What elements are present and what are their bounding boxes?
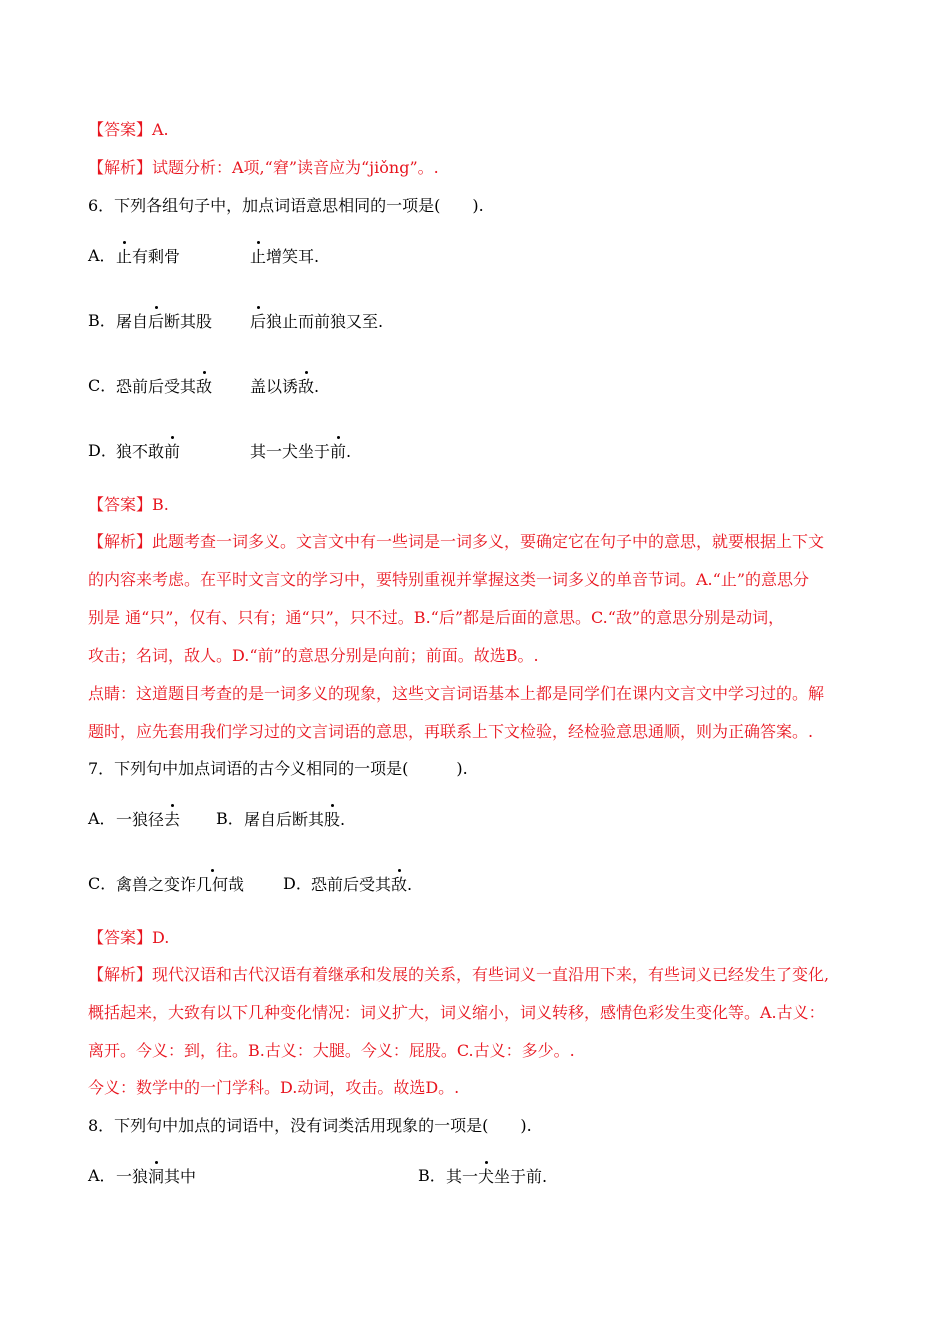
emphasis-dot-word: 止	[250, 247, 267, 266]
emphasis-dot-word: 敌	[196, 377, 213, 396]
q7-analysis-line-1: 【解析】现代汉语和古代汉语有着继承和发展的关系，有些词义一直沿用下来，有些词义已经发生了变化,	[88, 965, 830, 984]
option-label: C．	[88, 874, 117, 893]
option-label: A．	[88, 1166, 116, 1185]
option-label: D．	[283, 874, 312, 893]
option-label: A．	[88, 809, 116, 828]
option-right-text: 止增笑耳.	[250, 247, 320, 266]
q6-note-line-1: 点睛：这道题目考查的是一词多义的现象，这些文言词语基本上都是同学们在课内文言文中学习过的。解	[88, 684, 825, 703]
option-left-text: 恐前后受其敌	[116, 377, 213, 396]
emphasis-dot-word: 几何	[196, 875, 229, 894]
option-text: 其一犬坐于前.	[446, 1167, 548, 1186]
option-label: B．	[216, 809, 244, 828]
option-label: B．	[418, 1166, 446, 1185]
emphasis-dot-word: 洞	[148, 1167, 165, 1186]
option-label: A．	[88, 246, 116, 265]
emphasis-dot-word: 敌	[298, 377, 315, 396]
emphasis-dot-word: 股	[324, 810, 341, 829]
q6-note-line-2: 题时，应先套用我们学习过的文言词语的意思，再联系上下文检验，经检验意思通顺，则为正确答案。.	[88, 722, 814, 741]
option-label: B．	[88, 311, 116, 330]
q7-analysis-line-4: 今义：数学中的一门学科。D.动词，攻击。故选D。.	[88, 1078, 460, 1097]
option-text: 屠自后断其股.	[244, 810, 346, 829]
option-text: 一狼洞其中	[116, 1167, 197, 1186]
option-right-text: 后狼止而前狼又至.	[250, 312, 384, 331]
q7-analysis-line-2: 概括起来，大致有以下几种变化情况：词义扩大，词义缩小，词义转移，感情色彩发生变化等。A.古义：	[88, 1003, 825, 1022]
option-text: 禽兽之变诈几何哉	[116, 875, 245, 894]
q5-analysis: 【解析】试题分析：A项,“窘”读音应为“jiǒng”。.	[88, 158, 439, 177]
emphasis-dot-word: 后	[148, 312, 165, 331]
emphasis-dot-word: 去	[164, 810, 181, 829]
q6-analysis-line-4: 攻击；名词，敌人。D.“前”的意思分别是向前；前面。故选B。.	[88, 646, 539, 665]
option-right-text: 其一犬坐于前.	[250, 442, 352, 461]
option-left-text: 狼不敢前	[116, 442, 181, 461]
q7-question: 7．下列句中加点词语的古今义相同的一项是( ).	[88, 759, 468, 778]
option-text: 一狼径去	[116, 810, 181, 829]
q6-analysis-line-1: 【解析】此题考查一词多义。文言文中有一些词是一词多义，要确定它在句子中的意思，就要根据上下文	[88, 532, 825, 551]
emphasis-dot-word: 前	[164, 442, 181, 461]
option-text: 恐前后受其敌.	[311, 875, 413, 894]
q7-answer: 【答案】D.	[88, 928, 170, 947]
q5-answer: 【答案】A.	[88, 120, 169, 139]
q8-question: 8．下列句中加点的词语中，没有词类活用现象的一项是( ).	[88, 1116, 532, 1135]
q6-analysis-line-3: 别是 通“只”，仅有、只有；通“只”，只不过。B.“后”都是后面的意思。C.“敌”的意思分别是动词，	[88, 608, 785, 627]
emphasis-dot-word: 止	[116, 247, 133, 266]
option-label: D．	[88, 441, 117, 460]
option-right-text: 盖以诱敌.	[250, 377, 320, 396]
q7-analysis-line-3: 离开。今义：到，往。B.古义：大腿。今义：屁股。C.古义：多少。.	[88, 1041, 575, 1060]
option-left-text: 止有剩骨	[116, 247, 181, 266]
emphasis-dot-word: 前	[330, 442, 347, 461]
option-left-text: 屠自后断其股	[116, 312, 213, 331]
q6-analysis-line-2: 的内容来考虑。在平时文言文的学习中，要特别重视并掌握这类一词多义的单音节词。A.“止”的意思分	[88, 570, 810, 589]
emphasis-dot-word: 敌	[391, 875, 408, 894]
option-label: C．	[88, 376, 117, 395]
emphasis-dot-word: 后	[250, 312, 267, 331]
q6-answer: 【答案】B.	[88, 495, 169, 514]
emphasis-dot-word: 犬	[478, 1167, 495, 1186]
q6-question: 6．下列各组句子中，加点词语意思相同的一项是( ).	[88, 196, 484, 215]
